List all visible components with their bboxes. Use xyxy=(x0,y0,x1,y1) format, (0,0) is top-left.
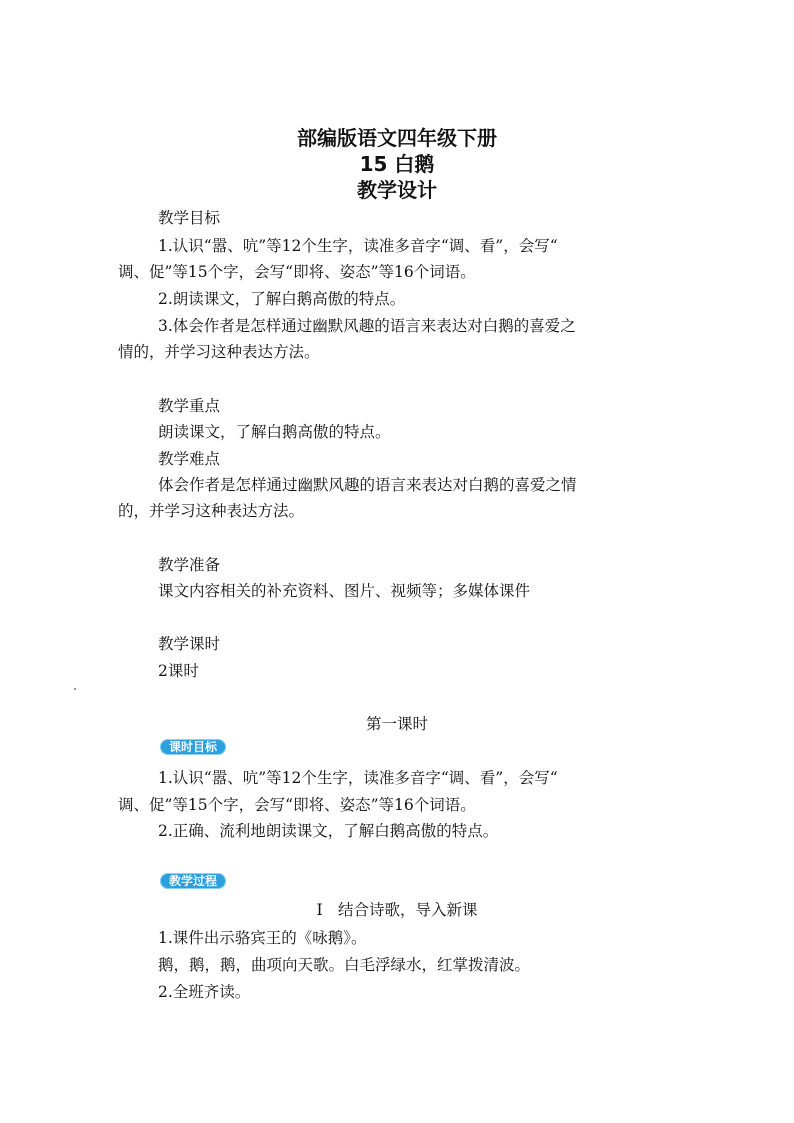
key-points-text: 朗读课文，了解白鹅高傲的特点。 xyxy=(158,423,391,441)
goal-item-2: 2.朗读课文，了解白鹅高傲的特点。 xyxy=(158,290,406,308)
doc-title-design: 教学设计 xyxy=(357,178,437,202)
poem-line: 鹅，鹅，鹅，曲项向天歌。白毛浮绿水，红掌拨清波。 xyxy=(158,956,531,974)
process-step-1: 1.课件出示骆宾王的《咏鹅》。 xyxy=(158,929,367,947)
lesson-goal-1: 1.认识“嚣、吭”等12个生字，读准多音字“调、看”，会写“ xyxy=(158,769,558,787)
lesson-goal-1-cont: 调、促”等15个字，会写“即将、姿态”等16个词语。 xyxy=(118,796,476,814)
teaching-process-badge: 教学过程 xyxy=(160,873,226,889)
goal-item-3-cont: 情的，并学习这种表达方法。 xyxy=(118,343,320,361)
lesson-goals-badge: 课时目标 xyxy=(160,739,226,755)
difficulties-heading: 教学难点 xyxy=(158,450,221,468)
goal-item-1-cont: 调、促”等15个字，会写“即将、姿态”等16个词语。 xyxy=(118,263,476,281)
process-step-2: 2.全班齐读。 xyxy=(158,983,251,1001)
periods-heading: 教学课时 xyxy=(158,635,221,653)
goal-item-3: 3.体会作者是怎样通过幽默风趣的语言来表达对白鹅的喜爱之 xyxy=(158,317,576,335)
preparation-text: 课文内容相关的补充资料、图片、视频等；多媒体课件 xyxy=(158,582,531,600)
lesson-goal-2: 2.正确、流利地朗读课文，了解白鹅高傲的特点。 xyxy=(158,822,499,840)
doc-title-grade: 部编版语文四年级下册 xyxy=(297,126,497,150)
difficulties-text: 体会作者是怎样通过幽默风趣的语言来表达对白鹅的喜爱之情 xyxy=(158,476,577,494)
lesson1-title: 第一课时 xyxy=(365,715,428,733)
goals-heading: 教学目标 xyxy=(158,209,221,227)
stray-dot xyxy=(74,688,76,690)
goal-item-1: 1.认识“嚣、吭”等12个生字，读准多音字“调、看”，会写“ xyxy=(158,237,558,255)
key-points-heading: 教学重点 xyxy=(158,397,221,415)
preparation-heading: 教学准备 xyxy=(158,556,221,574)
difficulties-text-cont: 的，并学习这种表达方法。 xyxy=(118,502,305,520)
periods-text: 2课时 xyxy=(158,662,199,680)
doc-title-lesson: 15 白鹅 xyxy=(359,152,435,176)
section-1-title: Ⅰ 结合诗歌，导入新课 xyxy=(316,901,478,919)
